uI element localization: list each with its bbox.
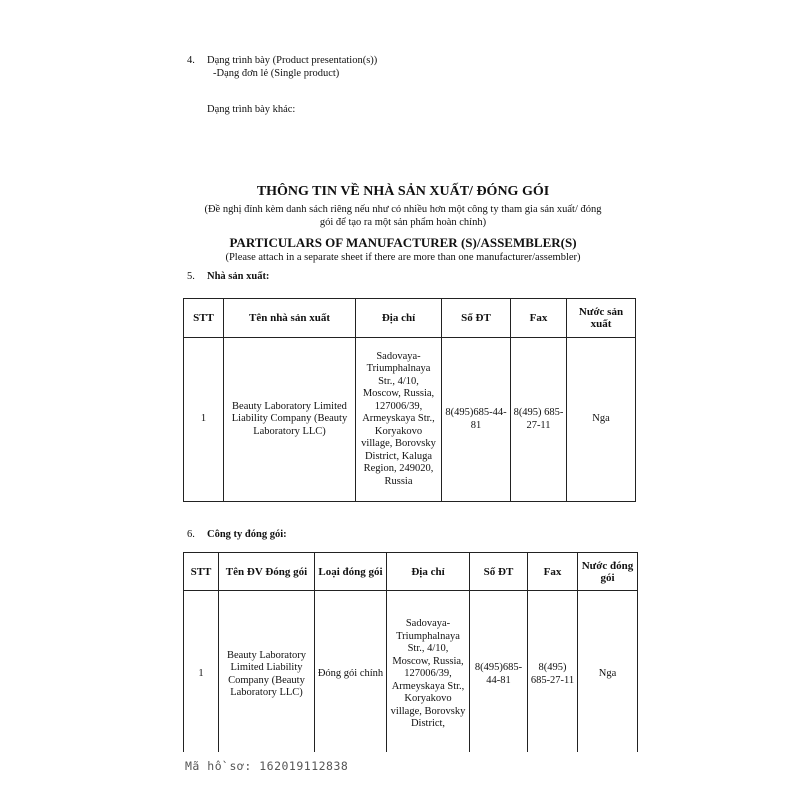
- header-phone: Số ĐT: [442, 299, 511, 338]
- cell-country: Nga: [567, 338, 636, 502]
- manufacturer-note-en: (Please attach in a separate sheet if there are more than one manufacturer/assembler): [225, 252, 581, 263]
- cell-manufacturer-name: Beauty Laboratory Limited Liability Company (Beauty Laboratory LLC): [224, 338, 356, 502]
- header-country: Nước đóng gói: [578, 553, 638, 591]
- section-4-number: 4.: [187, 55, 195, 66]
- other-presentation-line: Dạng trình bày khác:: [207, 104, 296, 115]
- packaging-table: [183, 552, 638, 759]
- header-fax: Fax: [528, 553, 578, 591]
- manufacturer-title-vi: THÔNG TIN VỀ NHÀ SẢN XUẤT/ ĐÓNG GÓI: [256, 184, 550, 199]
- section-5-number: 5.: [187, 271, 195, 282]
- manufacturer-title-en: PARTICULARS OF MANUFACTURER (S)/ASSEMBLER(S): [229, 235, 577, 250]
- header-address: Địa chỉ: [387, 553, 470, 591]
- manufacturer-table-header-row: [184, 299, 636, 338]
- manufacturer-note-vi-2: gói để tạo ra một sản phẩm hoàn chỉnh): [319, 217, 487, 228]
- header-stt: STT: [184, 553, 219, 591]
- header-phone: Số ĐT: [470, 553, 528, 591]
- single-product-line: -Dạng đơn lẻ (Single product): [213, 68, 340, 79]
- header-fax: Fax: [511, 299, 567, 338]
- record-code: Mã hồ sơ: 162019112838: [185, 759, 349, 773]
- section-4-heading: Dạng trình bày (Product presentation(s)): [207, 55, 378, 66]
- cell-stt: 1: [184, 338, 224, 502]
- section-5-heading: Nhà sản xuất:: [207, 271, 270, 282]
- packaging-table-header-row: [184, 553, 638, 591]
- section-6-number: 6.: [187, 529, 195, 540]
- cell-packager-name: Beauty Laboratory Limited Liability Company (Beauty Laboratory LLC): [219, 591, 315, 759]
- table-row: [184, 338, 636, 502]
- cell-phone: 8(495)685-44-81: [442, 338, 511, 502]
- cell-fax: 8(495) 685-27-11: [511, 338, 567, 502]
- header-country: Nước sản xuất: [567, 299, 636, 338]
- header-stt: STT: [184, 299, 224, 338]
- header-packaging-type: Loại đóng gói: [315, 553, 387, 591]
- header-manufacturer-name: Tên nhà sản xuất: [224, 299, 356, 338]
- manufacturer-note-vi-1: (Đề nghị đính kèm danh sách riêng nếu như có nhiều hơn một công ty tham gia sản xuất/ đóng: [204, 204, 602, 215]
- cell-country: Nga: [578, 591, 638, 759]
- cell-packaging-type: Đóng gói chính: [315, 591, 387, 759]
- cell-phone: 8(495)685-44-81: [470, 591, 528, 759]
- table-row: [184, 591, 638, 759]
- page-bottom-area: [0, 752, 806, 806]
- cell-address: Sadovaya-Triumphalnaya Str., 4/10, Moscow, Russia, 127006/39, Armeyskaya Str., Koryakovo village, Borovsky District, Kaluga Region, 249020, Russia: [356, 338, 442, 502]
- cell-stt: 1: [184, 591, 219, 759]
- section-6-heading: Công ty đóng gói:: [207, 529, 287, 540]
- cell-fax: 8(495) 685-27-11: [528, 591, 578, 759]
- header-packager-name: Tên ĐV Đóng gói: [219, 553, 315, 591]
- cell-address: Sadovaya-Triumphalnaya Str., 4/10, Moscow, Russia, 127006/39, Armeyskaya Str., Koryakovo village, Borovsky District,: [387, 591, 470, 759]
- header-address: Địa chỉ: [356, 299, 442, 338]
- manufacturer-table: [183, 298, 636, 502]
